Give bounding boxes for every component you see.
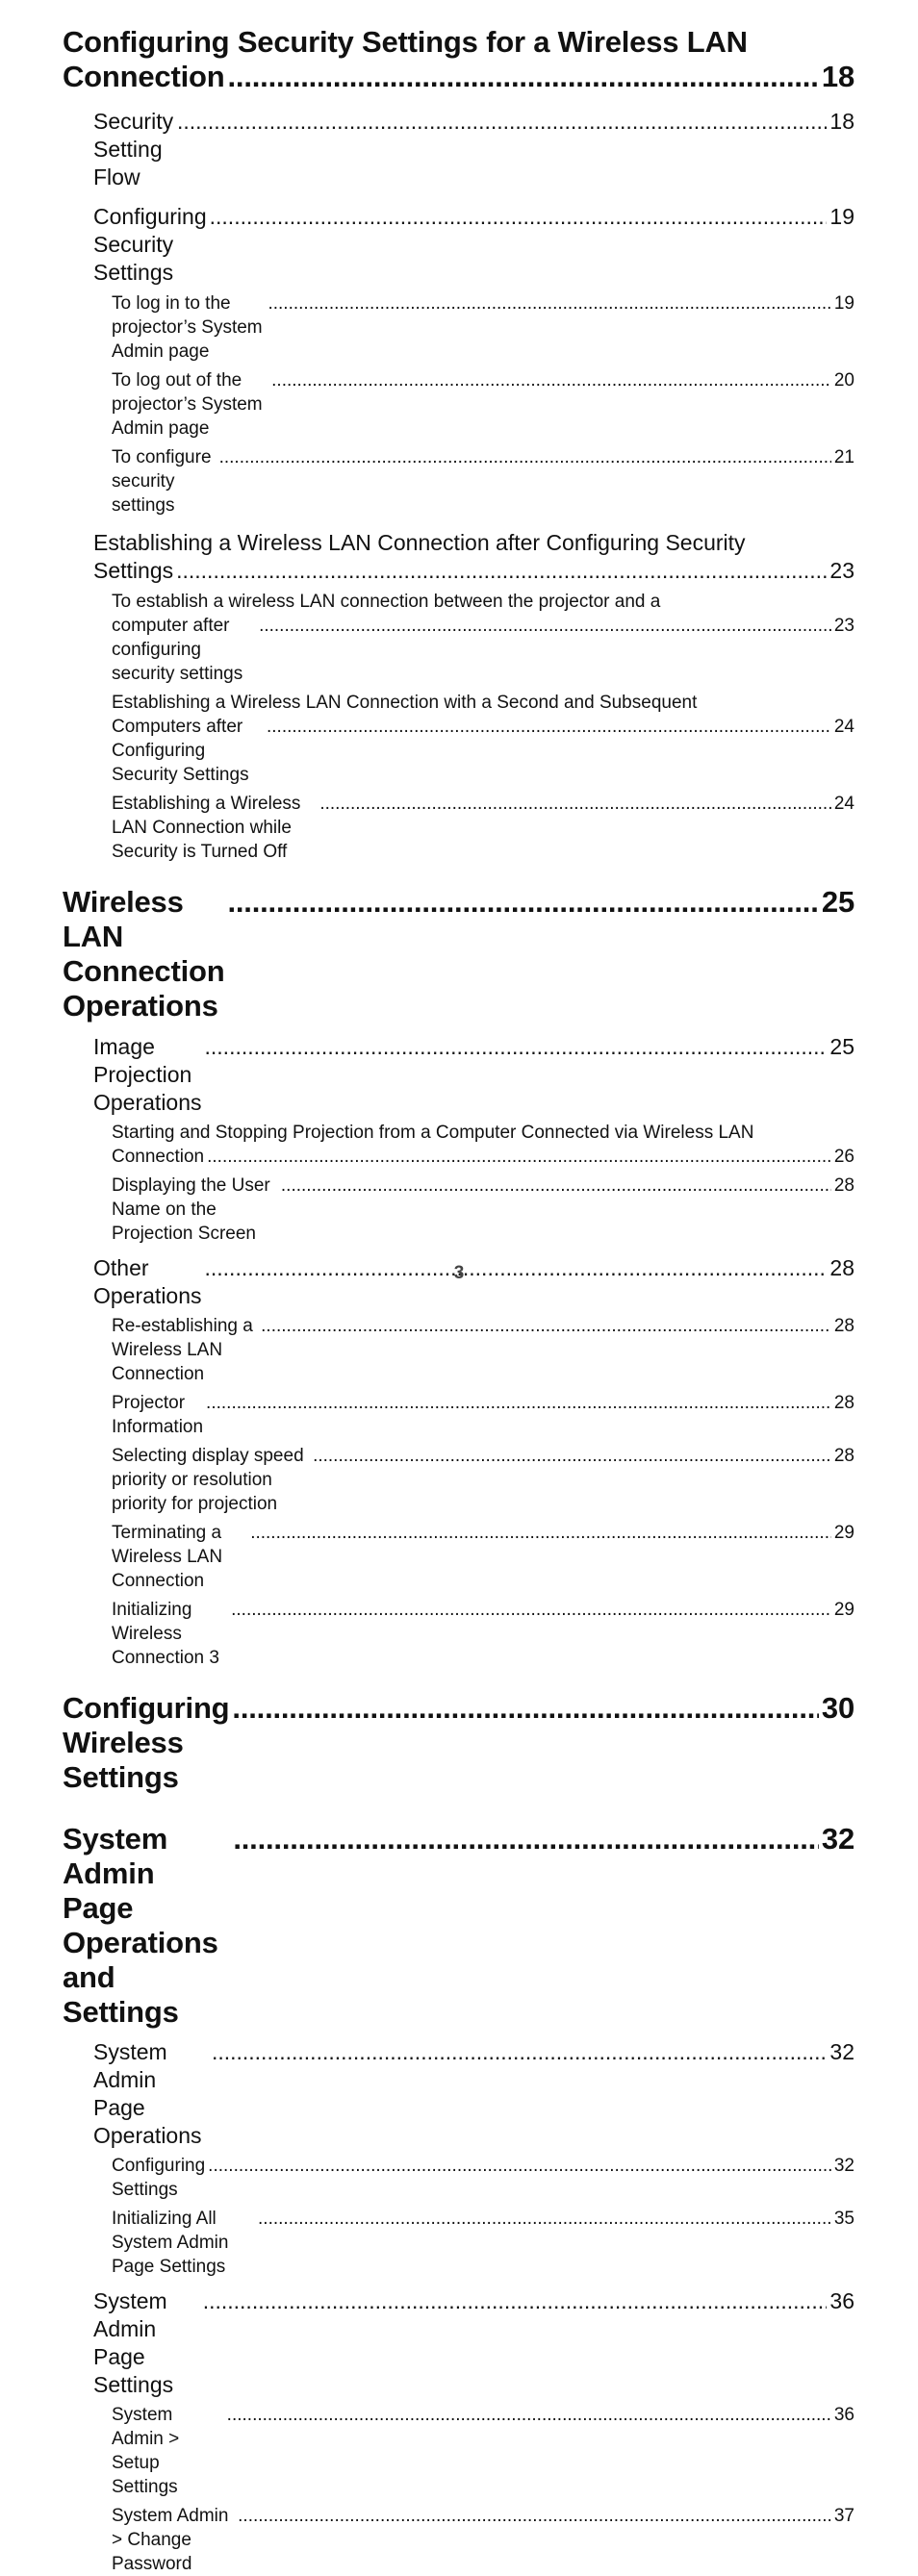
toc-entry-row (112, 445, 854, 518)
toc-entry-level-3[interactable] (112, 2154, 854, 2202)
toc-entry-title: To log in to the projector’s System Admin page (112, 293, 263, 362)
toc-entry-level-1[interactable] (63, 1822, 854, 2030)
dot-leader (228, 60, 819, 94)
dot-leader (231, 1598, 831, 1622)
toc-entry-row (93, 108, 854, 191)
toc-entry-level-3[interactable] (112, 2403, 854, 2499)
toc-entry-row (112, 1145, 854, 1169)
dot-leader (261, 1314, 831, 1338)
dot-leader (210, 203, 828, 231)
toc-entry-title: Selecting display speed priority or resolution priority for projection (112, 1446, 304, 1514)
toc-entry-row (93, 1033, 854, 1117)
toc-entry-level-3[interactable] (112, 2207, 854, 2279)
dot-leader (258, 2207, 831, 2231)
toc-entry-level-1[interactable] (63, 25, 854, 94)
toc-entry-row (93, 203, 854, 287)
dot-leader (212, 2038, 827, 2066)
toc-page-number: 35 (833, 2209, 854, 2229)
toc-page-number: 29 (833, 1523, 854, 1543)
toc-entry-title: Displaying the User Name on the Projection Screen (112, 1175, 270, 1244)
toc-entry-level-2[interactable] (93, 108, 854, 191)
dot-leader (271, 368, 831, 392)
toc-page-number: 28 (833, 1446, 854, 1466)
dot-leader (250, 1521, 831, 1545)
toc-page-number: 18 (821, 60, 854, 93)
dot-leader (208, 2154, 831, 2178)
toc-entry-title: Initializing All System Admin Page Settings (112, 2209, 229, 2277)
toc-entry-level-2[interactable] (93, 1033, 854, 1117)
toc-page-number: 28 (829, 1255, 854, 1280)
toc-entry-title: System Admin Page Settings (93, 2288, 174, 2397)
dot-leader (232, 1691, 818, 1726)
toc-page-number: 25 (829, 1034, 854, 1059)
dot-leader (259, 614, 831, 638)
toc-page-number: 18 (829, 109, 854, 134)
toc-page-number: 19 (829, 204, 854, 229)
toc-entry-title: System Admin Page Operations and Settings (63, 1822, 218, 2029)
toc-entry-row (93, 2287, 854, 2399)
dot-leader (227, 2403, 831, 2427)
toc-entry-row (63, 1691, 854, 1795)
toc-entry-title: System Admin Page Operations (93, 2039, 202, 2148)
toc-entry-level-3[interactable] (112, 291, 854, 364)
toc-entry-title: Computers after Configuring Security Settings (112, 717, 249, 785)
dot-leader (207, 1145, 831, 1169)
toc-entry-row (112, 1521, 854, 1593)
toc-entry-title-line: Establishing a Wireless LAN Connection after Configuring Security (93, 530, 746, 555)
toc-entry-title: Initializing Wireless Connection 3 (112, 1600, 219, 1668)
dot-leader (233, 1822, 819, 1856)
toc-entry-title: To log out of the projector’s System Admin page (112, 370, 263, 439)
toc-entry-level-3[interactable] (112, 2504, 854, 2576)
toc-entry-row (63, 60, 854, 94)
toc-entry-row (112, 792, 854, 864)
toc-entry-level-3[interactable] (112, 368, 854, 441)
dot-leader (206, 1391, 831, 1415)
toc-entry-level-2[interactable] (93, 2287, 854, 2399)
dot-leader (281, 1174, 831, 1198)
toc-entry-level-3[interactable] (112, 1521, 854, 1593)
toc-entry-title: Security Setting Flow (93, 109, 174, 189)
toc-entry-row (112, 614, 854, 686)
dot-leader (313, 1444, 831, 1468)
toc-entry-row (112, 715, 854, 787)
toc-entry-level-2[interactable] (93, 529, 854, 585)
toc-entry-level-3[interactable] (112, 1121, 854, 1169)
toc-page-number: 32 (829, 2039, 854, 2064)
toc-entry-level-2[interactable] (93, 2038, 854, 2150)
toc-entry-title-line: To establish a wireless LAN connection between the projector and a (112, 592, 661, 612)
toc-entry-row (93, 557, 854, 585)
toc-entry-level-1[interactable] (63, 885, 854, 1023)
toc-entry-title: Establishing a Wireless LAN Connection while Security is Turned Off (112, 794, 301, 862)
toc-entry-level-3[interactable] (112, 445, 854, 518)
toc-entry-title: Re-establishing a Wireless LAN Connection (112, 1316, 253, 1384)
dot-leader (176, 557, 827, 585)
toc-entry-level-3[interactable] (112, 1314, 854, 1386)
toc-entry-row (93, 2038, 854, 2150)
toc-entry-level-3[interactable] (112, 691, 854, 787)
toc-page-number: 19 (833, 293, 854, 314)
toc-page-number: 23 (833, 616, 854, 636)
toc-entry-title: Projector Information (112, 1393, 204, 1437)
toc-entry-row (112, 291, 854, 364)
toc-entry-title: Connection (63, 60, 225, 93)
toc-page-number: 21 (833, 447, 854, 467)
toc-page-number: 36 (829, 2288, 854, 2313)
toc-entry-row (112, 1314, 854, 1386)
page-number: 3 (453, 1263, 465, 1283)
toc-entry-title: Connection (112, 1147, 205, 1167)
toc-entry-level-1[interactable] (63, 1691, 854, 1795)
toc-page-number: 24 (833, 717, 854, 737)
toc-entry-row (112, 1444, 854, 1516)
toc-entry-title: Wireless LAN Connection Operations (63, 885, 225, 1023)
toc-page-number: 29 (833, 1600, 854, 1620)
table-of-contents (63, 25, 854, 2576)
toc-entry-title: To configure security settings (112, 447, 212, 516)
toc-entry-row (112, 2403, 854, 2499)
toc-page-number: 32 (833, 2156, 854, 2176)
toc-entry-level-3[interactable] (112, 1598, 854, 1670)
toc-page-number: 36 (833, 2405, 854, 2425)
toc-entry-level-3[interactable] (112, 1174, 854, 1246)
toc-entry-title: Configuring Wireless Settings (63, 1691, 230, 1794)
dot-leader (238, 2504, 831, 2528)
toc-page-number: 25 (821, 885, 854, 919)
dot-leader (219, 445, 831, 469)
toc-entry-title: Configuring Security Settings (93, 204, 207, 285)
dot-leader (267, 715, 831, 739)
toc-entry-row (112, 2207, 854, 2279)
toc-entry-level-3[interactable] (112, 1444, 854, 1516)
toc-entry-row (112, 368, 854, 441)
toc-entry-row (112, 1391, 854, 1439)
toc-entry-row (63, 1822, 854, 2030)
toc-page-number: 23 (829, 558, 854, 583)
toc-entry-title-line: Starting and Stopping Projection from a Computer Connected via Wireless LAN (112, 1123, 754, 1143)
toc-entry-title: computer after configuring security settings (112, 616, 243, 684)
toc-page-number: 24 (833, 794, 854, 814)
toc-entry-row (112, 2504, 854, 2576)
dot-leader (268, 291, 830, 316)
toc-page-number: 37 (833, 2506, 854, 2526)
dot-leader (319, 792, 831, 816)
toc-entry-row (112, 1598, 854, 1670)
toc-entry-level-2[interactable] (93, 203, 854, 287)
toc-page-number: 32 (821, 1822, 854, 1856)
toc-page-number: 20 (833, 370, 854, 391)
toc-page-number: 26 (833, 1147, 854, 1167)
dot-leader (177, 108, 827, 136)
toc-page-number: 28 (833, 1175, 854, 1196)
toc-entry-row (112, 2154, 854, 2202)
dot-leader (203, 2287, 828, 2315)
toc-entry-title: System Admin > Change Password (112, 2506, 229, 2574)
toc-entry-level-3[interactable] (112, 1391, 854, 1439)
dot-leader (205, 1033, 828, 1061)
toc-page-number: 28 (833, 1316, 854, 1336)
toc-entry-title: Settings (93, 558, 174, 583)
toc-entry-level-3[interactable] (112, 792, 854, 864)
toc-entry-title-line: Establishing a Wireless LAN Connection with a Second and Subsequent (112, 693, 698, 713)
toc-entry-row (112, 1174, 854, 1246)
toc-entry-title: Configuring Settings (112, 2156, 206, 2200)
toc-entry-row (63, 885, 854, 1023)
toc-entry-level-3[interactable] (112, 590, 854, 686)
toc-entry-title: Other Operations (93, 1255, 202, 1308)
toc-page-number: 30 (821, 1691, 854, 1725)
toc-page-number: 28 (833, 1393, 854, 1413)
dot-leader (227, 885, 818, 920)
toc-entry-title: System Admin > Setup Settings (112, 2405, 180, 2497)
toc-entry-title-line: Configuring Security Settings for a Wireless LAN (63, 25, 748, 59)
toc-entry-title: Image Projection Operations (93, 1034, 202, 1115)
toc-entry-title: Terminating a Wireless LAN Connection (112, 1523, 223, 1591)
